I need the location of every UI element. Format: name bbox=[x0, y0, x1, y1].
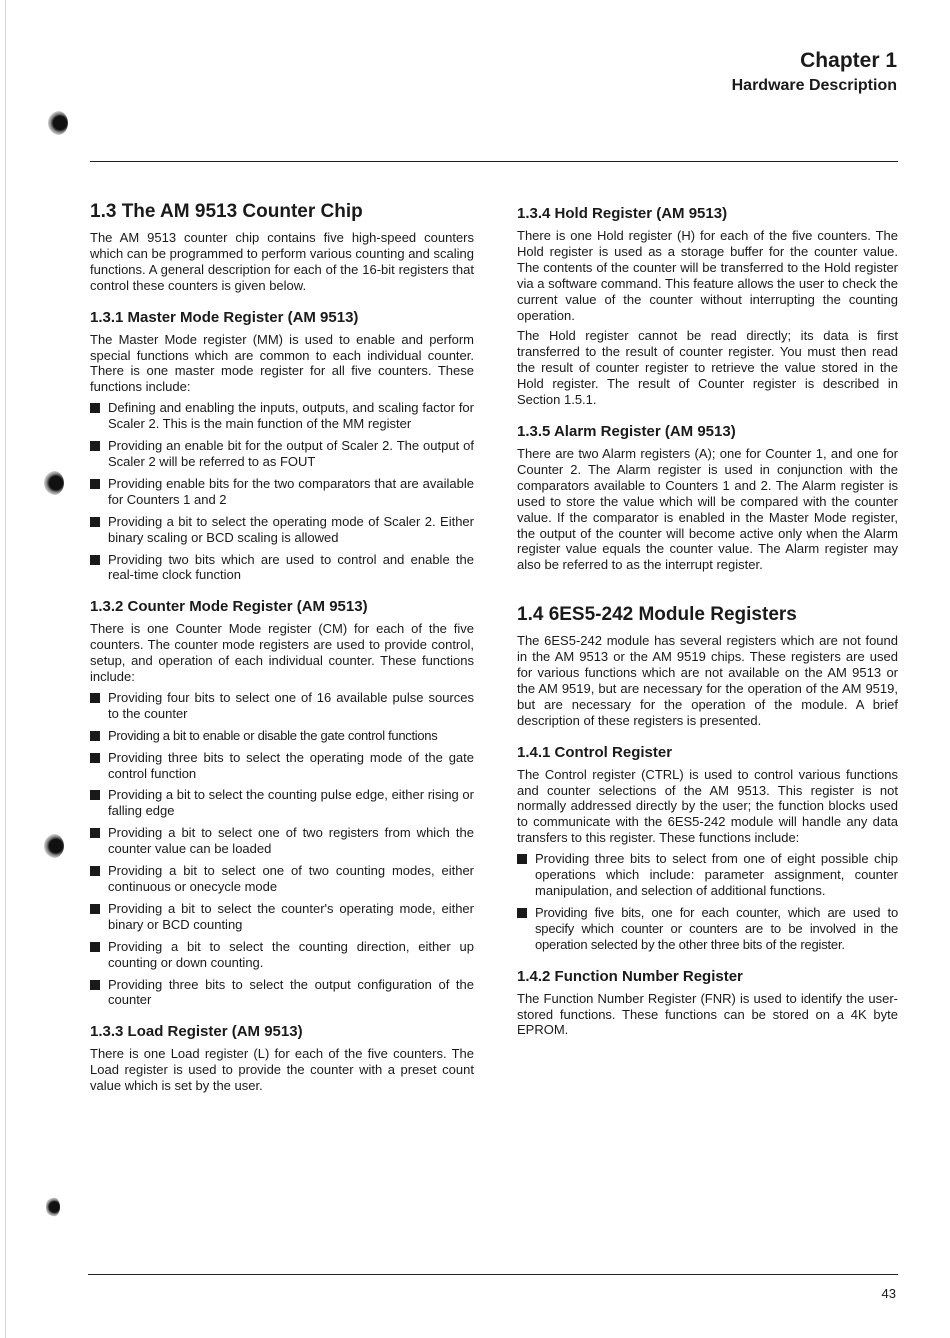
list-item bbox=[517, 851, 898, 899]
list-item-text: Providing enable bits for the two comparators that are available for Counters 1 and 2 bbox=[108, 475, 474, 507]
list-item bbox=[90, 977, 474, 1009]
bullet-square-icon bbox=[90, 731, 100, 741]
bullet-square-icon bbox=[90, 942, 100, 952]
list-item-text: Providing four bits to select one of 16 available pulse sources to the counter bbox=[108, 689, 474, 721]
list-item-text: Providing three bits to select from one of eight possible chip operations which include: parameter assignment, counter manipulation, and selection of additional functions. bbox=[535, 851, 898, 898]
punch-hole bbox=[44, 471, 64, 495]
bullet-square-icon bbox=[90, 753, 100, 763]
section-1-4 bbox=[517, 603, 898, 728]
bullet-square-icon bbox=[90, 693, 100, 703]
paragraph: The Function Number Register (FNR) is used to identify the user-stored functions. These functions can be stored on a 4K byte EPROM. bbox=[517, 990, 898, 1038]
list-item bbox=[90, 939, 474, 971]
list-item-text: Providing a bit to enable or disable the gate control functions bbox=[108, 727, 438, 743]
chapter-subtitle: Hardware Description bbox=[731, 77, 897, 94]
bullet-square-icon bbox=[90, 980, 100, 990]
section-1-3-2 bbox=[90, 597, 474, 1008]
list-item bbox=[90, 750, 474, 782]
punch-hole bbox=[48, 111, 68, 135]
bullet-square-icon bbox=[90, 828, 100, 838]
footer-rule bbox=[88, 1274, 898, 1275]
section-1-4-2 bbox=[517, 967, 898, 1039]
list-item bbox=[90, 825, 474, 857]
bullet-square-icon bbox=[90, 517, 100, 527]
right-column bbox=[517, 200, 898, 1052]
section-1-3-3 bbox=[90, 1022, 474, 1094]
bullet-square-icon bbox=[517, 854, 527, 864]
list-item-text: Providing a bit to select the operating mode of Scaler 2. Either binary scaling or BCD scaling is allowed bbox=[108, 513, 474, 545]
bullet-square-icon bbox=[90, 403, 100, 413]
list-item-text: Providing a bit to select the counter's operating mode, either binary or BCD counting bbox=[108, 900, 474, 932]
page-number: 43 bbox=[881, 1286, 896, 1301]
list-item-text: Providing an enable bit for the output of Scaler 2. The output of Scaler 2 will be referred to as FOUT bbox=[108, 438, 474, 469]
punch-hole bbox=[44, 834, 64, 858]
paragraph: The Master Mode register (MM) is used to enable and perform special functions which are common to each individual counter. There is one master mode register for all five counters. These functions include: bbox=[90, 331, 474, 395]
subsection-heading: 1.3.1 Master Mode Register (AM 9513) bbox=[90, 308, 359, 326]
bullet-list bbox=[517, 851, 898, 952]
bullet-list bbox=[90, 400, 474, 583]
bullet-square-icon bbox=[517, 908, 527, 918]
subsection-heading: 1.3.4 Hold Register (AM 9513) bbox=[517, 205, 728, 222]
list-item-text: Providing a bit to select one of two counting modes, either continuous or onecycle mode bbox=[108, 863, 474, 894]
list-item-text: Providing a bit to select one of two registers from which the counter value can be loaded bbox=[108, 825, 474, 857]
paragraph: The Hold register cannot be read directly; its data is first transferred to the result of counter register. You must then read the result of counter register to retrieve the value stored in the Hold register. The result of Counter register is described in Section 1.5.1. bbox=[517, 328, 898, 408]
section-heading: 1.3 The AM 9513 Counter Chip bbox=[90, 201, 363, 222]
bullet-square-icon bbox=[90, 904, 100, 914]
section-1-4-1 bbox=[517, 743, 898, 953]
list-item-text: Providing a bit to select the counting pulse edge, either rising or falling edge bbox=[108, 787, 474, 819]
list-item-text: Defining and enabling the inputs, outputs, and scaling factor for Scaler 2. This is the main function of the MM register bbox=[108, 400, 474, 432]
bullet-square-icon bbox=[90, 479, 100, 489]
section-1-3 bbox=[90, 200, 474, 294]
paragraph: The 6ES5-242 module has several registers which are not found in the AM 9513 or the AM 9519 chips. These registers are used for various functions which are not available on the AM 9513 or the AM 9519, but are necessary for the operation of the AM 9519, but are necessary for the operation of the module. A brief description of these registers is presented. bbox=[517, 633, 898, 728]
subsection-heading: 1.4.1 Control Register bbox=[517, 743, 673, 761]
section-1-3-5 bbox=[517, 422, 898, 573]
subsection-heading: 1.3.5 Alarm Register (AM 9513) bbox=[517, 422, 736, 440]
list-item bbox=[90, 514, 474, 546]
paragraph: The Control register (CTRL) is used to control various functions and counter selections of the AM 9513. This register is not normally addressed directly by the user; the function blocks used to communicate with the 6ES5-242 module will handle any data transfers to this register. These functions include: bbox=[517, 766, 898, 846]
chapter-title: Chapter 1 bbox=[800, 49, 897, 72]
subsection-heading: 1.3.2 Counter Mode Register (AM 9513) bbox=[90, 598, 368, 616]
paragraph: There is one Hold register (H) for each of the five counters. The Hold register is used as a storage buffer for the counter value. The contents of the counter will be transferred to the Hold register via a software command. This feature allows the user to check the current value of the counter without interrupting the counting operation. bbox=[517, 228, 898, 323]
bullet-list bbox=[90, 690, 474, 1008]
list-item bbox=[90, 552, 474, 584]
paragraph: The AM 9513 counter chip contains five high-speed counters which can be programmed to perform various counting and scaling functions. A general description for each of the 16-bit registers that control these counters is given below. bbox=[90, 230, 474, 293]
list-item-text: Providing two bits which are used to control and enable the real-time clock function bbox=[108, 551, 474, 583]
list-item bbox=[90, 400, 474, 432]
paragraph: There is one Load register (L) for each of the five counters. The Load register is used to provide the counter with a preset count value which is set by the user. bbox=[90, 1046, 474, 1094]
list-item bbox=[90, 787, 474, 819]
bullet-square-icon bbox=[90, 790, 100, 800]
list-item bbox=[90, 690, 474, 722]
header-rule bbox=[90, 161, 898, 162]
list-item bbox=[90, 476, 474, 508]
subsection-heading: 1.3.3 Load Register (AM 9513) bbox=[90, 1023, 303, 1041]
left-column bbox=[90, 200, 474, 1108]
list-item bbox=[517, 905, 898, 953]
paragraph: There are two Alarm registers (A); one for Counter 1, and one for Counter 2. The Alarm register is used in conjunction with the comparators available to Counters 1 and 2. The Alarm register is used to store the value which will be compared with the counter value. If the comparator is enabled in the Master Mode register, the output of the counter will become active only when the Alarm register value equals the counter value. The Alarm register may also be referred to as the interrupt register. bbox=[517, 445, 898, 573]
list-item bbox=[90, 438, 474, 470]
page-edge-line bbox=[5, 0, 6, 1338]
chapter-header bbox=[732, 48, 897, 96]
list-item-text: Providing three bits to select the output configuration of the counter bbox=[108, 976, 474, 1008]
subsection-heading: 1.4.2 Function Number Register bbox=[517, 967, 743, 985]
bullet-square-icon bbox=[90, 555, 100, 565]
list-item-text: Providing three bits to select the operating mode of the gate control function bbox=[108, 749, 474, 781]
list-item-text: Providing a bit to select the counting direction, either up counting or down counting. bbox=[108, 938, 474, 970]
section-1-3-4 bbox=[517, 204, 898, 408]
list-item bbox=[90, 728, 474, 744]
list-item-text: Providing five bits, one for each counter, which are used to specify which counter or counters are to be involved in the operation selected by the other three bits of the register. bbox=[535, 904, 898, 952]
list-item bbox=[90, 863, 474, 895]
bullet-square-icon bbox=[90, 441, 100, 451]
section-heading: 1.4 6ES5-242 Module Registers bbox=[517, 604, 797, 626]
bullet-square-icon bbox=[90, 866, 100, 876]
paragraph: There is one Counter Mode register (CM) for each of the five counters. The counter mode registers are used to provide control, setup, and operation of each individual counter. These functions include: bbox=[90, 621, 474, 685]
section-1-3-1 bbox=[90, 308, 474, 584]
punch-hole bbox=[46, 1197, 60, 1217]
list-item bbox=[90, 901, 474, 933]
